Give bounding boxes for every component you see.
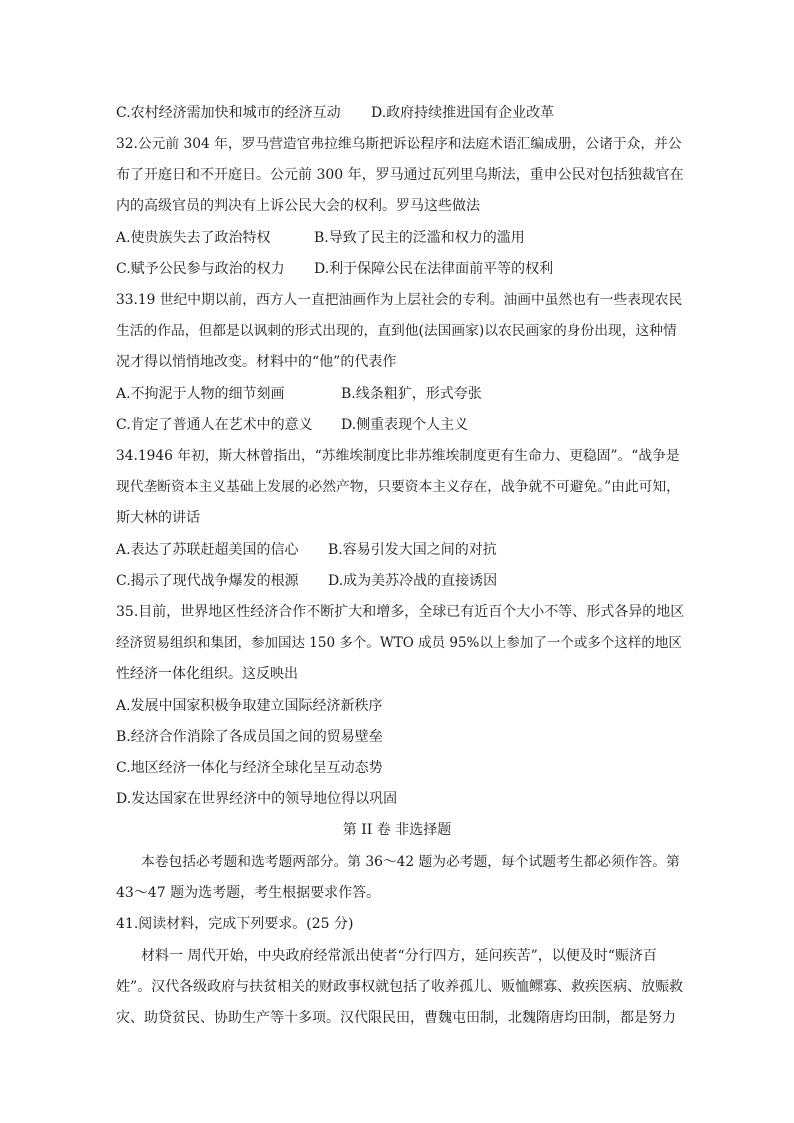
q34-stem-line-3: 斯大林的讲话 [116,510,200,526]
q31-option-c: C.农村经济需加快和城市的经济互动 [116,105,341,121]
q35-option-b: B.经济合作消除了各成员国之间的贸易壁垒 [116,729,383,745]
q33-stem-line-3: 况才得以悄悄地改变。材料中的“他”的代表作 [116,354,397,370]
q33-option-a: A.不拘泥于人物的细节刻画 [116,386,285,402]
q34-option-b: B.容易引发大国之间的对抗 [328,542,497,558]
q32-option-c: C.赋予公民参与政治的权力 [116,261,285,277]
q33-option-b: B.线条粗犷，形式夸张 [341,386,482,402]
q35-stem-line-3: 性经济一体化组织。这反映出 [116,666,298,682]
q33-option-d: D.侧重表现个人主义 [341,417,469,433]
q33-stem-line-2: 生活的作品，但都是以讽刺的形式出现的，直到他(法国画家)以农民画家的身份出现，这种情 [116,323,677,339]
q33-stem-line-1: 33.19 世纪中期以前，西方人一直把油画作为上层社会的专利。油画中虽然也有一些表现农民 [116,292,683,308]
q35-option-d: D.发达国家在世界经济中的领导地位得以巩固 [116,791,398,807]
section-2-intro-line-1: 本卷包括必考题和选考题两部分。第 36～42 题为必考题，每个试题考生都必须作答。第 [141,854,680,870]
q32-stem-line-2: 布了开庭日和不开庭日。公元前 300 年，罗马通过瓦列里乌斯法，重申公民对包括独裁官在 [116,167,684,183]
q33-option-c: C.肯定了普通人在艺术中的意义 [116,417,313,433]
q32-option-a: A.使贵族失去了政治特权 [116,230,271,246]
q31-option-d: D.政府持续推进国有企业改革 [371,105,555,121]
q34-option-a: A.表达了苏联赶超美国的信心 [116,542,299,558]
section-2-intro-line-2: 43～47 题为选考题，考生根据要求作答。 [116,885,381,901]
q34-stem-line-1: 34.1946 年初，斯大林曾指出，“苏维埃制度比非苏维埃制度更有生命力、更稳固”。“战争是 [116,448,680,464]
q35-option-a: A.发展中国家积极争取建立国际经济新秩序 [116,698,383,714]
q41-material-1-line-1: 材料一 周代开始，中央政府经常派出使者“分行四方，延问疾苦”，以便及时“赈济百 [141,948,657,964]
q34-option-c: C.揭示了现代战争爆发的根源 [116,573,299,589]
q32-stem-line-1: 32.公元前 304 年，罗马营造官弗拉维乌斯把诉讼程序和法庭术语汇编成册，公诸于众，并公 [116,136,682,152]
q35-option-c: C.地区经济一体化与经济全球化呈互动态势 [116,760,383,776]
section-2-title: 第 II 卷 非选择题 [342,822,452,838]
q32-option-d: D.利于保障公民在法律面前平等的权利 [314,261,554,277]
q41-material-1-line-2: 姓”。汉代各级政府与扶贫相关的财政事权就包括了收养孤儿、贩恤鳏寡、救疾医病、放赈救 [116,979,684,995]
q32-option-b: B.导致了民主的泛滥和权力的滥用 [314,230,525,246]
q34-stem-line-2: 现代垄断资本主义基础上发展的必然产物，只要资本主义存在，战争就不可避免。”由此可知， [116,479,680,495]
q35-stem-line-1: 35.目前，世界地区性经济合作不断扩大和增多，全球已有近百个大小不等、形式各异的地区 [116,604,685,620]
q35-stem-line-2: 经济贸易组织和集团，参加国达 150 多个。WTO 成员 95%以上参加了一个或多个这样的地区 [116,635,682,651]
q34-option-d: D.成为美苏冷战的直接诱因 [328,573,498,589]
q32-stem-line-3: 内的高级官员的判决有上诉公民大会的权利。罗马这些做法 [116,198,480,214]
q41-material-1-line-3: 灾、助贷贫民、协助生产等十多项。汉代限民田，曹魏屯田制，北魏隋唐均田制，都是努力 [116,1010,676,1026]
q41-stem: 41.阅读材料，完成下列要求。(25 分) [116,916,354,932]
